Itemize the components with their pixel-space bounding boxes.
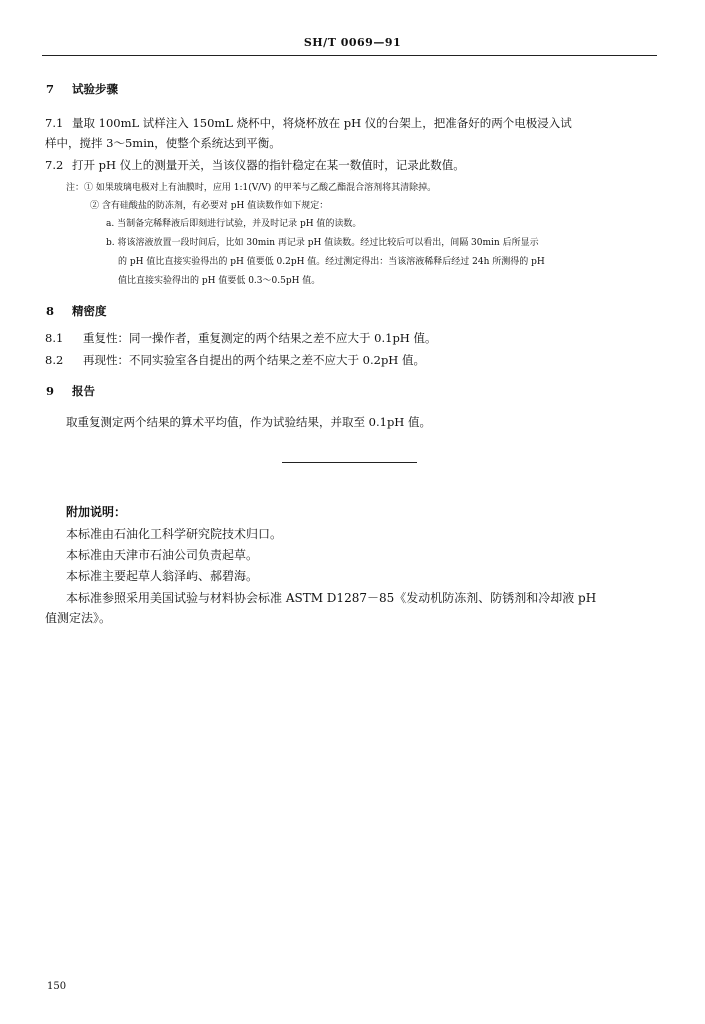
para-8-2 [45,352,425,368]
para-8-2-number: 8.2 [45,353,64,367]
note-item-b-line2: 的 pH 值比直接实验得出的 pH 值要低 0.2pH 值。经过测定得出：当该溶液稀释后经过 24h 所测得的 pH [118,257,545,267]
header-code: SH/T 0069—91 [303,36,402,49]
section-8-title: 精密度 [72,304,107,318]
section-7-title: 试验步骤 [72,82,119,96]
para-7-1-line2: 样中，搅拌 3～5min，使整个系统达到平衡。 [45,136,281,150]
section-9-text: 取重复测定两个结果的算术平均值，作为试验结果，并取至 0.1pH 值。 [66,415,431,429]
additional-line-1: 本标准由石油化工科学研究院技术归口。 [66,527,283,541]
para-8-2-text: 再现性：不同实验室各自提出的两个结果之差不应大于 0.2pH 值。 [83,353,425,367]
section-8-number: 8 [46,304,55,318]
additional-line-2: 本标准由天津市石油公司负责起草。 [66,548,259,562]
section-9-heading [46,383,95,399]
additional-title: 附加说明： [66,505,127,519]
para-8-1 [45,330,437,346]
end-divider [282,462,417,463]
note-line-2: ② 含有硅酸盐的防冻剂，有必要对 pH 值读数作如下规定： [90,201,329,211]
note-item-b-line1: b. 将该溶液放置一段时间后，比如 30min 再记录 pH 值读数。经过比较后可以看出，间隔 30min 后所显示 [106,238,539,248]
note-line-1: 注：① 如果玻璃电极对上有油膜时，应用 1:1(V/V) 的甲苯与乙酸乙酯混合溶剂将其清除掉。 [66,183,437,193]
note-item-a: a. 当制备完稀释液后即刻进行试验，并及时记录 pH 值的读数。 [106,219,362,229]
para-8-1-number: 8.1 [45,331,64,345]
para-7-2-number: 7.2 [45,158,64,172]
page-number: 150 [47,981,67,992]
para-8-1-text: 重复性：同一操作者，重复测定的两个结果之差不应大于 0.1pH 值。 [83,331,437,345]
note-item-b-line3: 值比直接实验得出的 pH 值要低 0.3～0.5pH 值。 [118,276,321,286]
additional-line-4a: 本标准参照采用美国试验与材料协会标准 ASTM D1287－85《发动机防冻剂、防锈剂和冷却液 pH [66,591,597,605]
para-7-1-number: 7.1 [45,116,64,130]
para-7-1-text: 量取 100mL 试样注入 150mL 烧杯中，将烧杯放在 pH 仪的台架上，把准备好的两个电极浸入试 [72,116,572,130]
para-7-1-line1 [45,115,572,131]
additional-line-3: 本标准主要起草人翁泽屿、郝碧海。 [66,569,259,583]
section-7-heading [46,81,118,97]
section-9-number: 9 [46,384,55,398]
header-rule [42,55,657,56]
para-7-2-text: 打开 pH 仪上的测量开关，当该仪器的指针稳定在某一数值时，记录此数值。 [72,158,465,172]
section-9-title: 报告 [72,384,96,398]
para-7-2 [45,157,465,173]
section-8-heading [46,303,107,319]
section-7-number: 7 [46,82,55,96]
additional-line-4b: 值测定法》。 [45,611,112,625]
